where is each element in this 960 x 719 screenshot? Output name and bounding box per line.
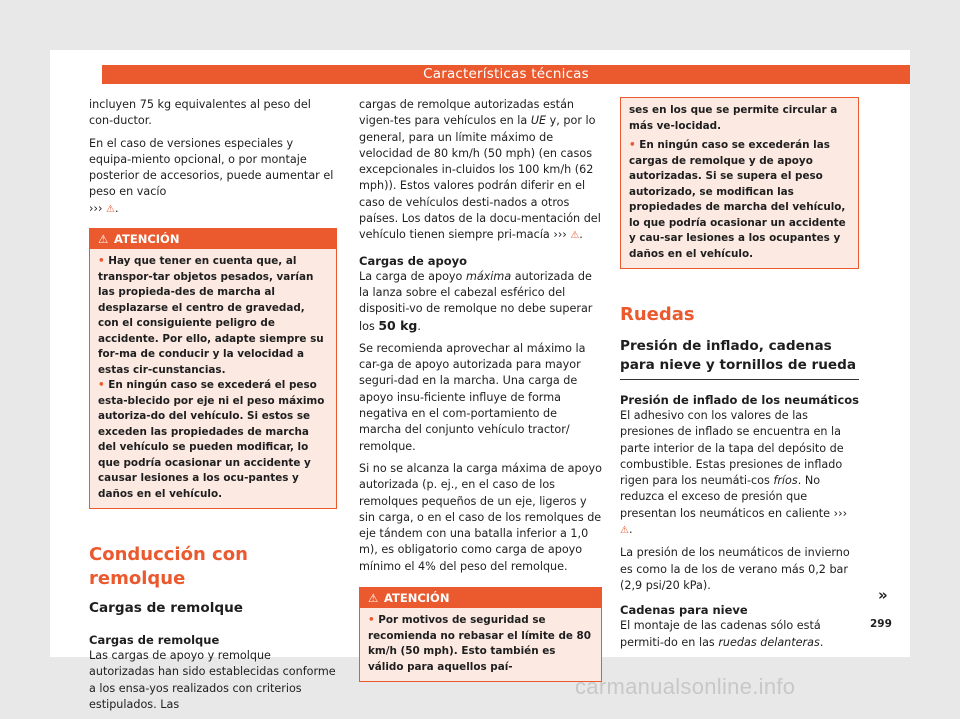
- continue-arrow-icon: »: [878, 586, 888, 604]
- warning-icon: ⚠: [368, 591, 379, 606]
- watermark: carmanualsonline.info: [575, 674, 796, 699]
- warning-box: [89, 228, 337, 509]
- subsection-title: Presión de inflado, cadenas para nieve y tornillos de rueda: [620, 337, 859, 380]
- paragraph: cargas de remolque autorizadas están vigen-tes para vehículos en la UE y, por lo general, para un límite máximo de velocidad de 80 km/h (50 mph) (en casos excepcionales in-cluidos los 100 km/h (62 mph)). Estos valores podrán diferir en el caso de vehículos desti-nados a otros países. Los datos de la docu-mentación del vehículo tienen siempre pri-macía ››› ⚠.: [359, 98, 601, 242]
- column-middle: [359, 97, 602, 682]
- heading: Cadenas para nieve: [620, 603, 748, 618]
- warning-item: • Hay que tener en cuenta que, al transpor-tar objetos pesados, varían las propieda-des de marcha al desplazarse el centro de gravedad, con el consiguiente peligro de accidente. Por ello, adapte siempre su for-ma de conducir y la velocidad a estas cir-cunstancias.: [98, 255, 324, 376]
- cross-reference-arrow[interactable]: ›››: [553, 228, 567, 242]
- paragraph: La presión de los neumáticos de invierno es como la de los de verano más 0,2 bar (2,9 psi/20 kPa).: [620, 546, 850, 592]
- warning-item: • Por motivos de seguridad se recomienda no rebasar el límite de 80 km/h (50 mph). Esto también es válido para aquellos paí-: [368, 614, 592, 673]
- warning-body: [621, 98, 858, 268]
- heading: Presión de inflado de los neumáticos: [620, 393, 860, 407]
- warning-triangle-icon: ⚠: [620, 525, 629, 537]
- column-right: [620, 97, 859, 657]
- subsection-title: Cargas de remolque: [89, 600, 243, 617]
- warning-item: • En ningún caso se excederá el peso esta-blecido por eje ni el peso máximo autoriza-do del vehículo. Si estos se exceden las propiedades de marcha del vehículo se pueden modificar, lo que podría ocasionar un accidente y causar lesiones a los ocu-pantes y daños en el vehículo.: [98, 379, 325, 500]
- heading: Cargas de remolque: [89, 633, 220, 648]
- warning-icon: ⚠: [98, 232, 109, 247]
- bullet-icon: •: [368, 614, 379, 627]
- warning-title: ⚠ ATENCIÓN: [360, 588, 601, 608]
- warning-triangle-icon: ⚠: [570, 230, 580, 242]
- paragraph: Se recomienda aprovechar al máximo la car-ga de apoyo autorizada para mayor seguri-dad en la marcha. Una carga de apoyo insu-ficiente influye de forma negativa en el com-portamiento de marcha del conjunto vehículo tractor/ remolque.: [359, 341, 586, 453]
- cross-reference-arrow[interactable]: ›››: [833, 506, 848, 520]
- heading: Cargas de apoyo: [359, 253, 468, 268]
- warning-title: ⚠ ATENCIÓN: [90, 229, 336, 249]
- paragraph: Las cargas de apoyo y remolque autorizadas han sido establecidas conforme a los ensa-yos realizados con criterios estipulados. Las: [89, 649, 336, 711]
- page-header: Características técnicas: [102, 65, 910, 84]
- paragraph: El adhesivo con los valores de las presiones de inflado se encuentra en la parte interior de la tapa del depósito de combustible. Estas presiones de inflado rigen para los neumáti-cos fríos. No reduzca el exceso de presión que presentan los neumáticos en caliente ››› ⚠.: [620, 409, 848, 537]
- warning-item: • En ningún caso se excederán las cargas de remolque y de apoyo autorizadas. Si se supera el peso autorizado, se modifican las propiedades de marcha del vehículo, lo que podría ocasionar un accidente y cau-sar lesiones a los ocupantes y daños en el vehículo.: [629, 139, 846, 260]
- page-number: 299: [870, 618, 892, 630]
- paragraph: El montaje de las cadenas sólo está permiti-do en las ruedas delanteras.: [620, 619, 824, 649]
- section-title: Conducción con remolque: [89, 544, 248, 590]
- column-left: [89, 97, 337, 719]
- paragraph: Si no se alcanza la carga máxima de apoyo autorizada (p. ej., en el caso de los remolques pequeños de un eje, ligeros y sin carga, o en el caso de los remolques de eje tándem con una batalla inferior a 1,0 m), es obligatorio como carga de apoyo mínimo el 4% del peso del remolque.: [359, 461, 602, 573]
- bullet-icon: •: [98, 379, 109, 392]
- warning-box: [359, 587, 602, 682]
- bullet-icon: •: [629, 139, 640, 151]
- section-title: Ruedas: [620, 304, 695, 325]
- cross-reference-arrow[interactable]: ›››: [89, 201, 103, 215]
- warning-text: ses en los que se permite circular a más ve-locidad.: [629, 104, 838, 132]
- paragraph: incluyen 75 kg equivalentes al peso del con-ductor.: [89, 98, 311, 128]
- warning-body: [90, 249, 336, 508]
- paragraph: La carga de apoyo máxima autorizada de la lanza sobre el cabezal esférico del dispositi-vo de remolque no debe superar los 50 kg.: [359, 269, 593, 333]
- paragraph: En el caso de versiones especiales y equipa-miento opcional, o por montaje posterior de accesorios, puede aumentar el peso en vacío ››› ⚠.: [89, 136, 334, 215]
- warning-box-continued: [620, 97, 859, 269]
- bullet-icon: •: [98, 255, 109, 268]
- warning-triangle-icon: ⚠: [105, 203, 115, 215]
- warning-body: [360, 608, 601, 681]
